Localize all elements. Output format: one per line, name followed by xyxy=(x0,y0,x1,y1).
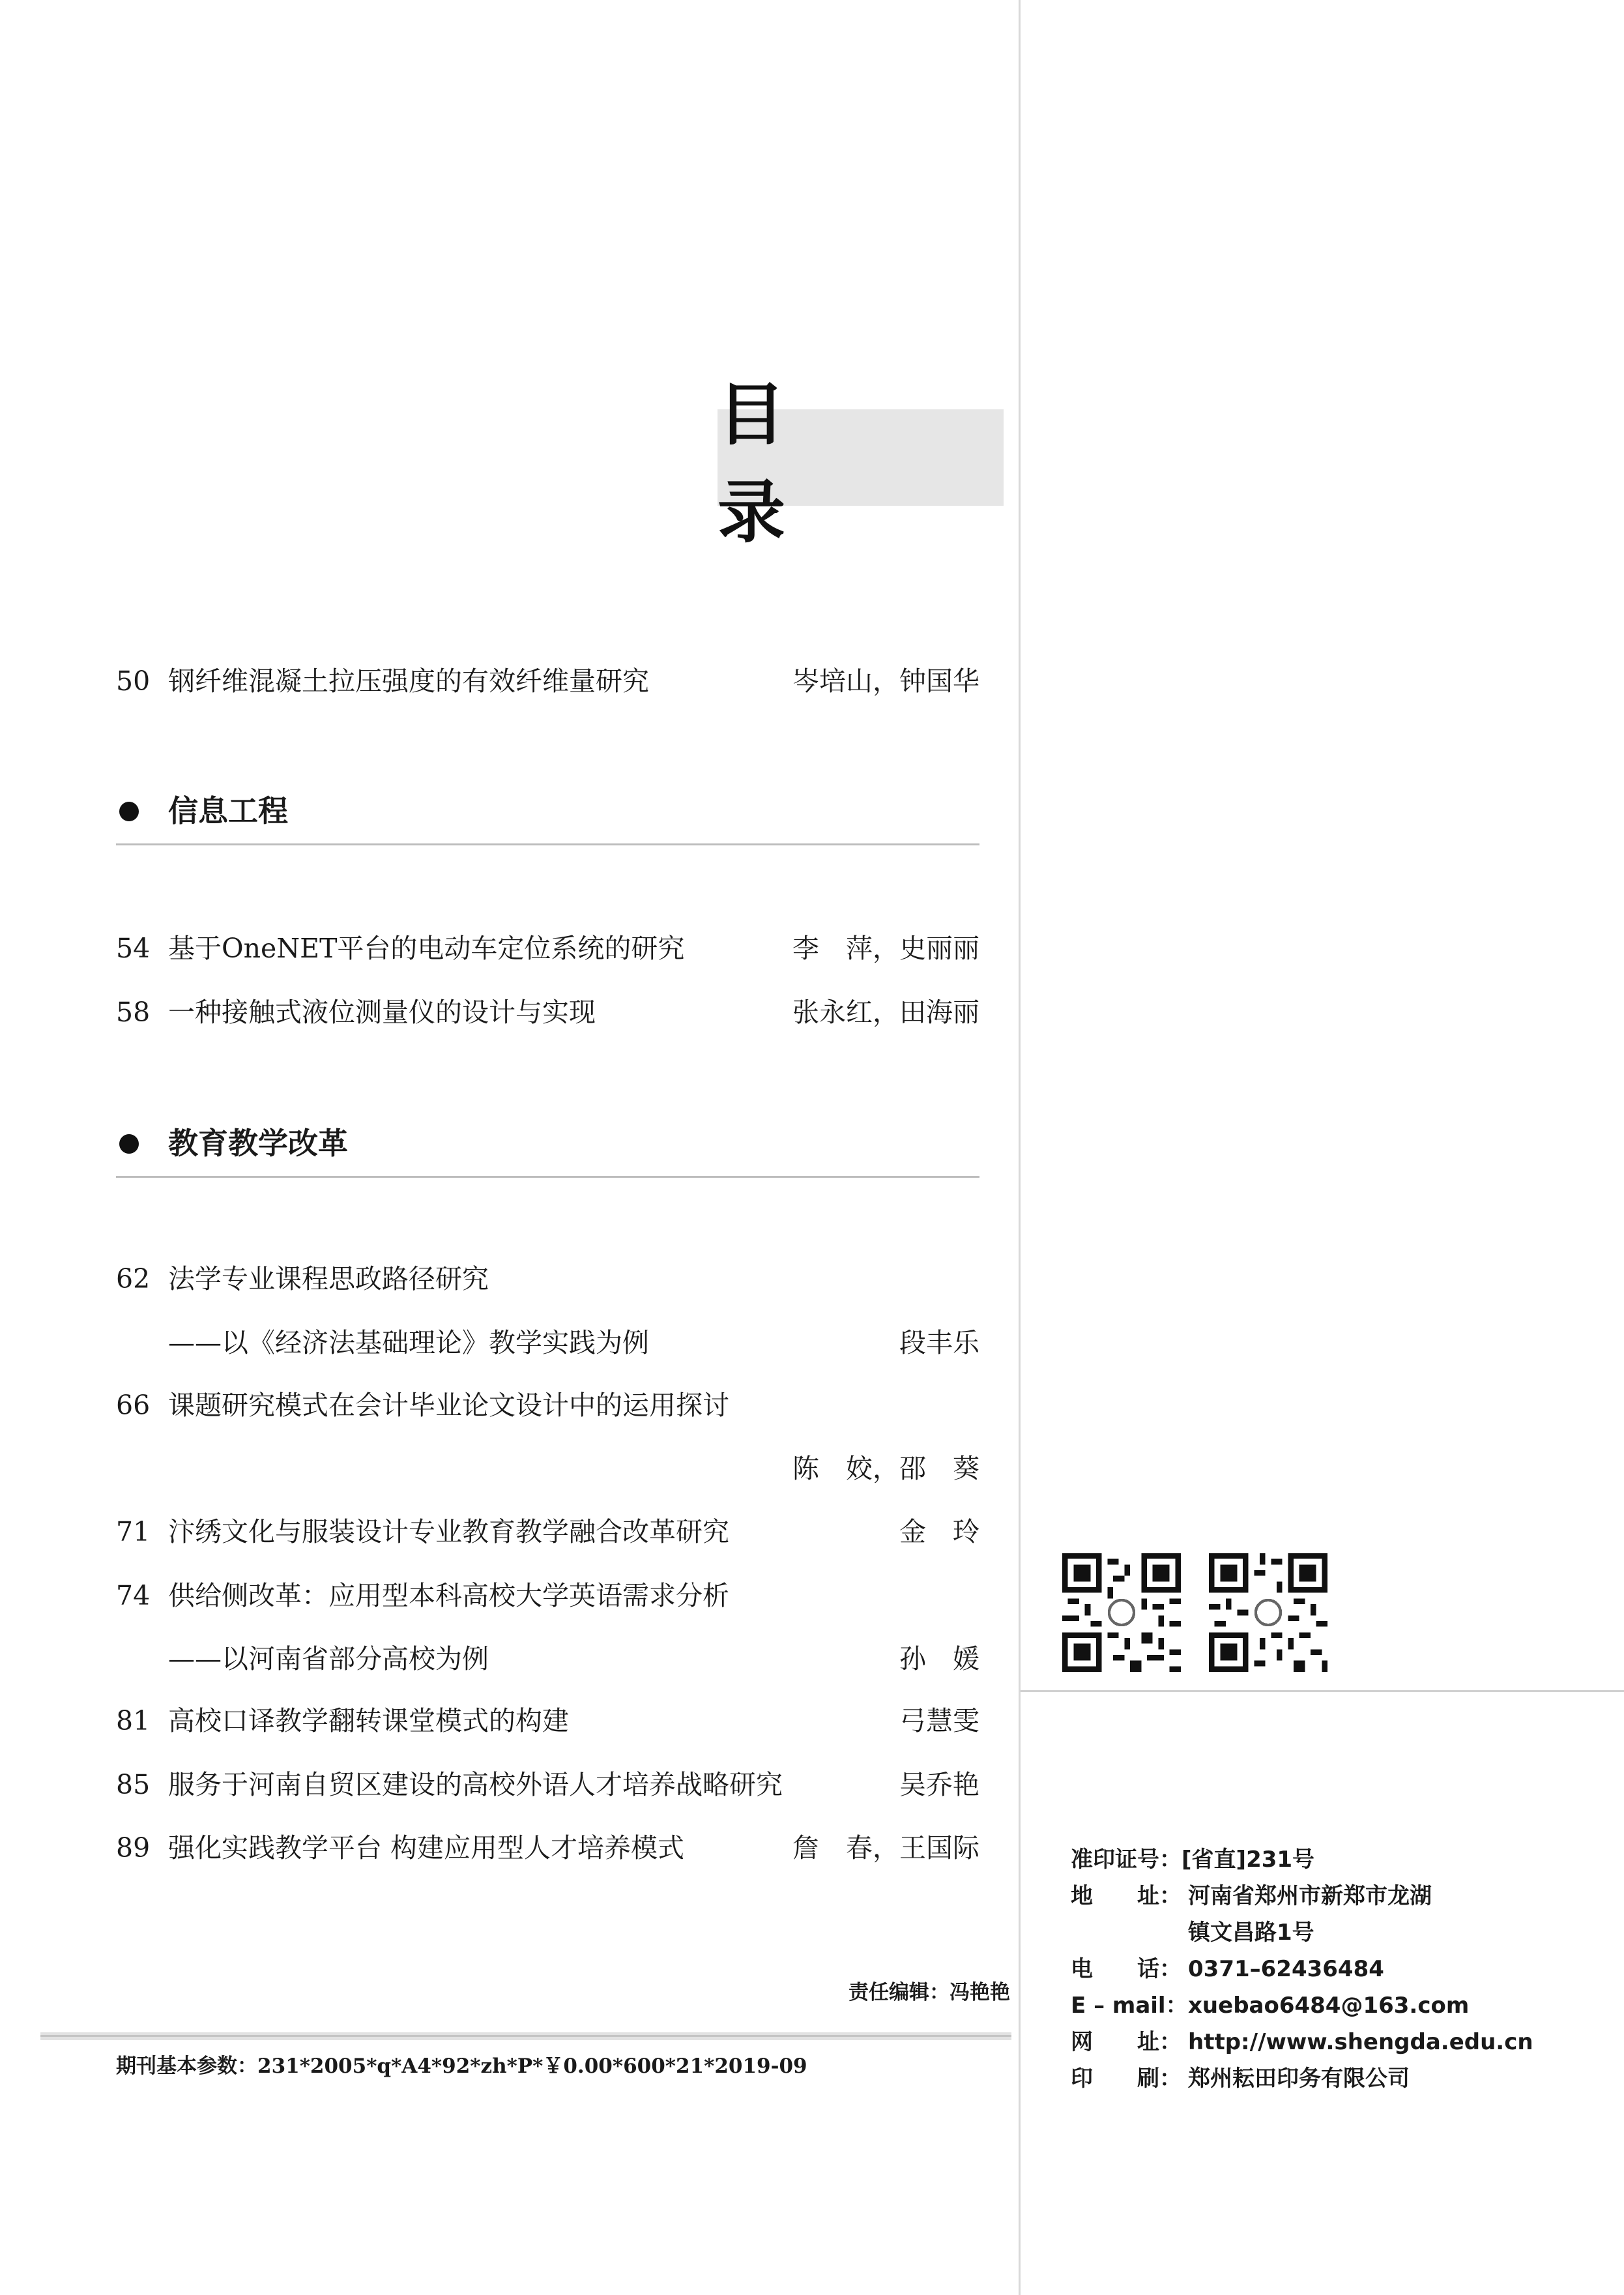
article-authors: 金 玲 xyxy=(899,1516,979,1547)
printer-line xyxy=(1071,2060,1410,2097)
page-number: 62 xyxy=(116,1263,151,1294)
article-authors: 陈 姣，邵 葵 xyxy=(792,1453,979,1484)
article-authors: 弓慧雯 xyxy=(899,1705,979,1736)
section-header xyxy=(116,1115,979,1186)
toc-entry-continuation[interactable] xyxy=(116,1323,979,1362)
bullet-icon xyxy=(119,802,139,821)
printer-value: 郑州耘田印务有限公司 xyxy=(1188,2066,1410,2092)
toc-entry[interactable] xyxy=(116,1828,979,1867)
section-rule xyxy=(116,1176,979,1178)
article-title: 供给侧改革：应用型本科高校大学英语需求分析 xyxy=(168,1580,729,1611)
website-line xyxy=(1071,2024,1533,2060)
address-line-2: 镇文昌路1号 xyxy=(1188,1920,1314,1946)
info-divider xyxy=(1021,1690,1624,1692)
article-authors: 李 萍，史丽丽 xyxy=(792,933,979,964)
phone-line xyxy=(1071,1951,1384,1987)
article-title: 服务于河南自贸区建设的高校外语人才培养战略研究 xyxy=(168,1769,783,1800)
toc-entry[interactable] xyxy=(116,929,979,968)
footer-rule xyxy=(40,2032,1011,2040)
printer-label: 印 刷： xyxy=(1071,2066,1182,2092)
address-line xyxy=(1071,1878,1432,1914)
page-divider xyxy=(1019,0,1021,2295)
page-number: 66 xyxy=(116,1390,151,1421)
article-title: 钢纤维混凝土拉压强度的有效纤维量研究 xyxy=(168,665,649,697)
qr-code-icon xyxy=(1062,1553,1181,1672)
article-authors: 詹 春，王国际 xyxy=(792,1832,979,1864)
article-authors: 段丰乐 xyxy=(899,1327,979,1358)
article-authors: 孙 媛 xyxy=(899,1643,979,1674)
toc-entry[interactable] xyxy=(116,1259,979,1298)
toc-entry[interactable] xyxy=(116,1701,979,1740)
page-number: 74 xyxy=(116,1580,151,1611)
article-authors: 岑培山，钟国华 xyxy=(792,665,979,697)
toc-entry[interactable] xyxy=(116,993,979,1032)
responsible-editor: 责任编辑：冯艳艳 xyxy=(848,1981,1010,2004)
toc-entry-continuation[interactable] xyxy=(116,1639,979,1678)
qr-code-icon xyxy=(1209,1553,1327,1672)
email-line xyxy=(1071,1987,1469,2024)
phone-label: 电 话： xyxy=(1071,1956,1182,1982)
toc-entry-continuation[interactable] xyxy=(116,1449,979,1488)
section-title: 信息工程 xyxy=(168,793,288,828)
phone-value: 0371–62436484 xyxy=(1188,1956,1384,1982)
permit-label: 准印证号： xyxy=(1071,1847,1182,1873)
article-title: 基于OneNET平台的电动车定位系统的研究 xyxy=(168,933,685,964)
bullet-icon xyxy=(119,1134,139,1154)
article-authors: 吴乔艳 xyxy=(899,1769,979,1800)
email-label: E – mail： xyxy=(1071,1993,1188,2019)
article-title: 一种接触式液位测量仪的设计与实现 xyxy=(168,997,596,1028)
permit-line xyxy=(1071,1841,1314,1878)
page-number: 71 xyxy=(116,1516,151,1547)
toc-entry[interactable] xyxy=(116,1512,979,1551)
article-subtitle: ——以河南省部分高校为例 xyxy=(168,1643,489,1674)
page-number: 89 xyxy=(116,1832,151,1864)
article-subtitle: ——以《经济法基础理论》教学实践为例 xyxy=(168,1327,649,1358)
journal-parameters: 期刊基本参数：231*2005*q*A4*92*zh*P*￥0.00*600*21*2019-09 xyxy=(116,2054,807,2078)
article-title: 高校口译教学翻转课堂模式的构建 xyxy=(168,1705,569,1736)
toc-entry[interactable] xyxy=(116,662,979,701)
page-number: 85 xyxy=(116,1769,151,1800)
article-title: 法学专业课程思政路径研究 xyxy=(168,1263,489,1294)
website-link[interactable]: http://www.shengda.edu.cn xyxy=(1188,2029,1533,2055)
page-title: 目 录 xyxy=(718,375,884,552)
permit-value: [省直]231号 xyxy=(1182,1847,1315,1873)
page-number: 58 xyxy=(116,997,151,1028)
toc-entry[interactable] xyxy=(116,1386,979,1425)
section-header xyxy=(116,782,979,854)
article-title: 强化实践教学平台 构建应用型人才培养模式 xyxy=(168,1832,685,1864)
toc-entry[interactable] xyxy=(116,1765,979,1804)
article-title: 课题研究模式在会计毕业论文设计中的运用探讨 xyxy=(168,1390,729,1421)
website-label: 网 址： xyxy=(1071,2029,1182,2055)
section-rule xyxy=(116,843,979,845)
page-number: 50 xyxy=(116,665,151,697)
toc-entry[interactable] xyxy=(116,1576,768,1615)
article-authors: 张永红，田海丽 xyxy=(792,997,979,1028)
email-value[interactable]: xuebao6484@163.com xyxy=(1188,1993,1470,2019)
address-value: 河南省郑州市新郑市龙湖 xyxy=(1188,1883,1432,1909)
page-number: 81 xyxy=(116,1705,151,1736)
page-number: 54 xyxy=(116,933,151,964)
toc-title-box xyxy=(718,375,1004,552)
section-title: 教育教学改革 xyxy=(168,1126,348,1161)
article-title: 汴绣文化与服装设计专业教育教学融合改革研究 xyxy=(168,1516,729,1547)
address-label: 地 址： xyxy=(1071,1883,1182,1909)
